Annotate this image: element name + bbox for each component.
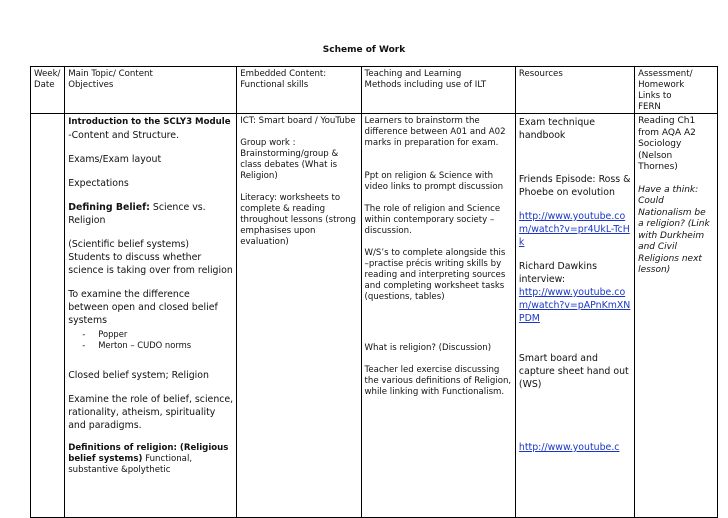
content-row [31,114,718,518]
ict-skills: ICT: Smart board / YouTube [240,116,356,126]
dawkins-interview: Richard Dawkins interview: [518,261,597,285]
worksheet-text: W/S’s to complete alongside this –practise précis writing skills by reading and interpreting sources and completing worksheet tasks (questions, tables) [364,248,506,302]
header-main-topic: Main Topic/ Content Objectives [65,67,237,114]
ppt-text: Ppt on religion & Science with video links to prompt discussion [364,171,504,192]
header-week-date: Week/ Date [31,67,65,114]
header-row [31,67,718,114]
smartboard-resource: Smart board and capture sheet hand out (WS) [518,353,629,390]
cell-teaching-methods [361,114,515,518]
group-work: Group work : Brainstorming/group & class debates (What is Religion) [240,138,339,181]
scheme-of-work-table [30,66,718,518]
cell-embedded-content [237,114,361,518]
scientific-belief: (Scientific belief systems) Students to discuss whether science is taking over from religion [68,239,233,276]
list-item: - Merton – CUDO norms [82,340,233,351]
cell-week-date [31,114,65,518]
defining-belief: Defining Belief: Science vs. Religion [68,202,206,226]
exam-handbook: Exam technique handbook [518,117,595,141]
cell-main-topic [65,114,237,518]
theorist-list [82,329,233,351]
expectations: Expectations [68,178,129,189]
brainstorm-text: Learners to brainstorm the difference between A01 and A02 marks in preparation for exam. [364,116,506,148]
examine-open-closed: To examine the difference between open and closed belief systems [68,289,218,326]
page-title: Scheme of Work [322,45,406,55]
header-teaching-methods: Teaching and Learning Methods including use of ILT [361,67,515,114]
teacher-led-text: Teacher led exercise discussing the various definitions of Religion, while linking with Functionalism. [364,365,512,397]
think-homework: Have a think: Could Nationalism be a religion? (Link with Durkheim and Civil Religions next lesson) [638,184,710,275]
reading-homework: Reading Ch1 from AQA A2 Sociology (Nelson Thornes) [638,116,696,172]
youtube-link-3[interactable]: http://www.youtube.c [518,442,620,453]
intro-heading: Introduction to the SCLY3 Module [68,117,231,127]
cell-resources [515,114,634,518]
role-text: The role of religion and Science within contemporary society – discussion. [364,204,501,236]
list-item: - Popper [82,329,233,340]
youtube-link-1[interactable]: http://www.youtube.com/watch?v=pr4UkL-TcHk [518,211,630,248]
header-assessment: Assessment/ Homework Links to FERN [635,67,718,114]
youtube-link-2[interactable]: http://www.youtube.com/watch?v=pAPnKmXNPDM [518,287,631,324]
definitions-religion: Definitions of religion: (Religious belief systems) Functional, substantive &polythetic [68,443,229,475]
what-is-religion: What is religion? (Discussion) [364,343,492,353]
examine-role: Examine the role of belief, science, rationality, atheism, spirituality and paradigms. [68,394,234,431]
header-resources: Resources [515,67,634,114]
cell-assessment [635,114,718,518]
content-structure: -Content and Structure. [68,130,180,141]
friends-episode: Friends Episode: Ross & Phoebe on evolution [518,174,631,198]
closed-belief: Closed belief system; Religion [68,370,209,381]
header-embedded-content: Embedded Content: Functional skills [237,67,361,114]
literacy-skills: Literacy: worksheets to complete & reading throughout lessons (strong emphasises upon evaluation) [240,193,357,247]
exams-layout: Exams/Exam layout [68,154,162,165]
